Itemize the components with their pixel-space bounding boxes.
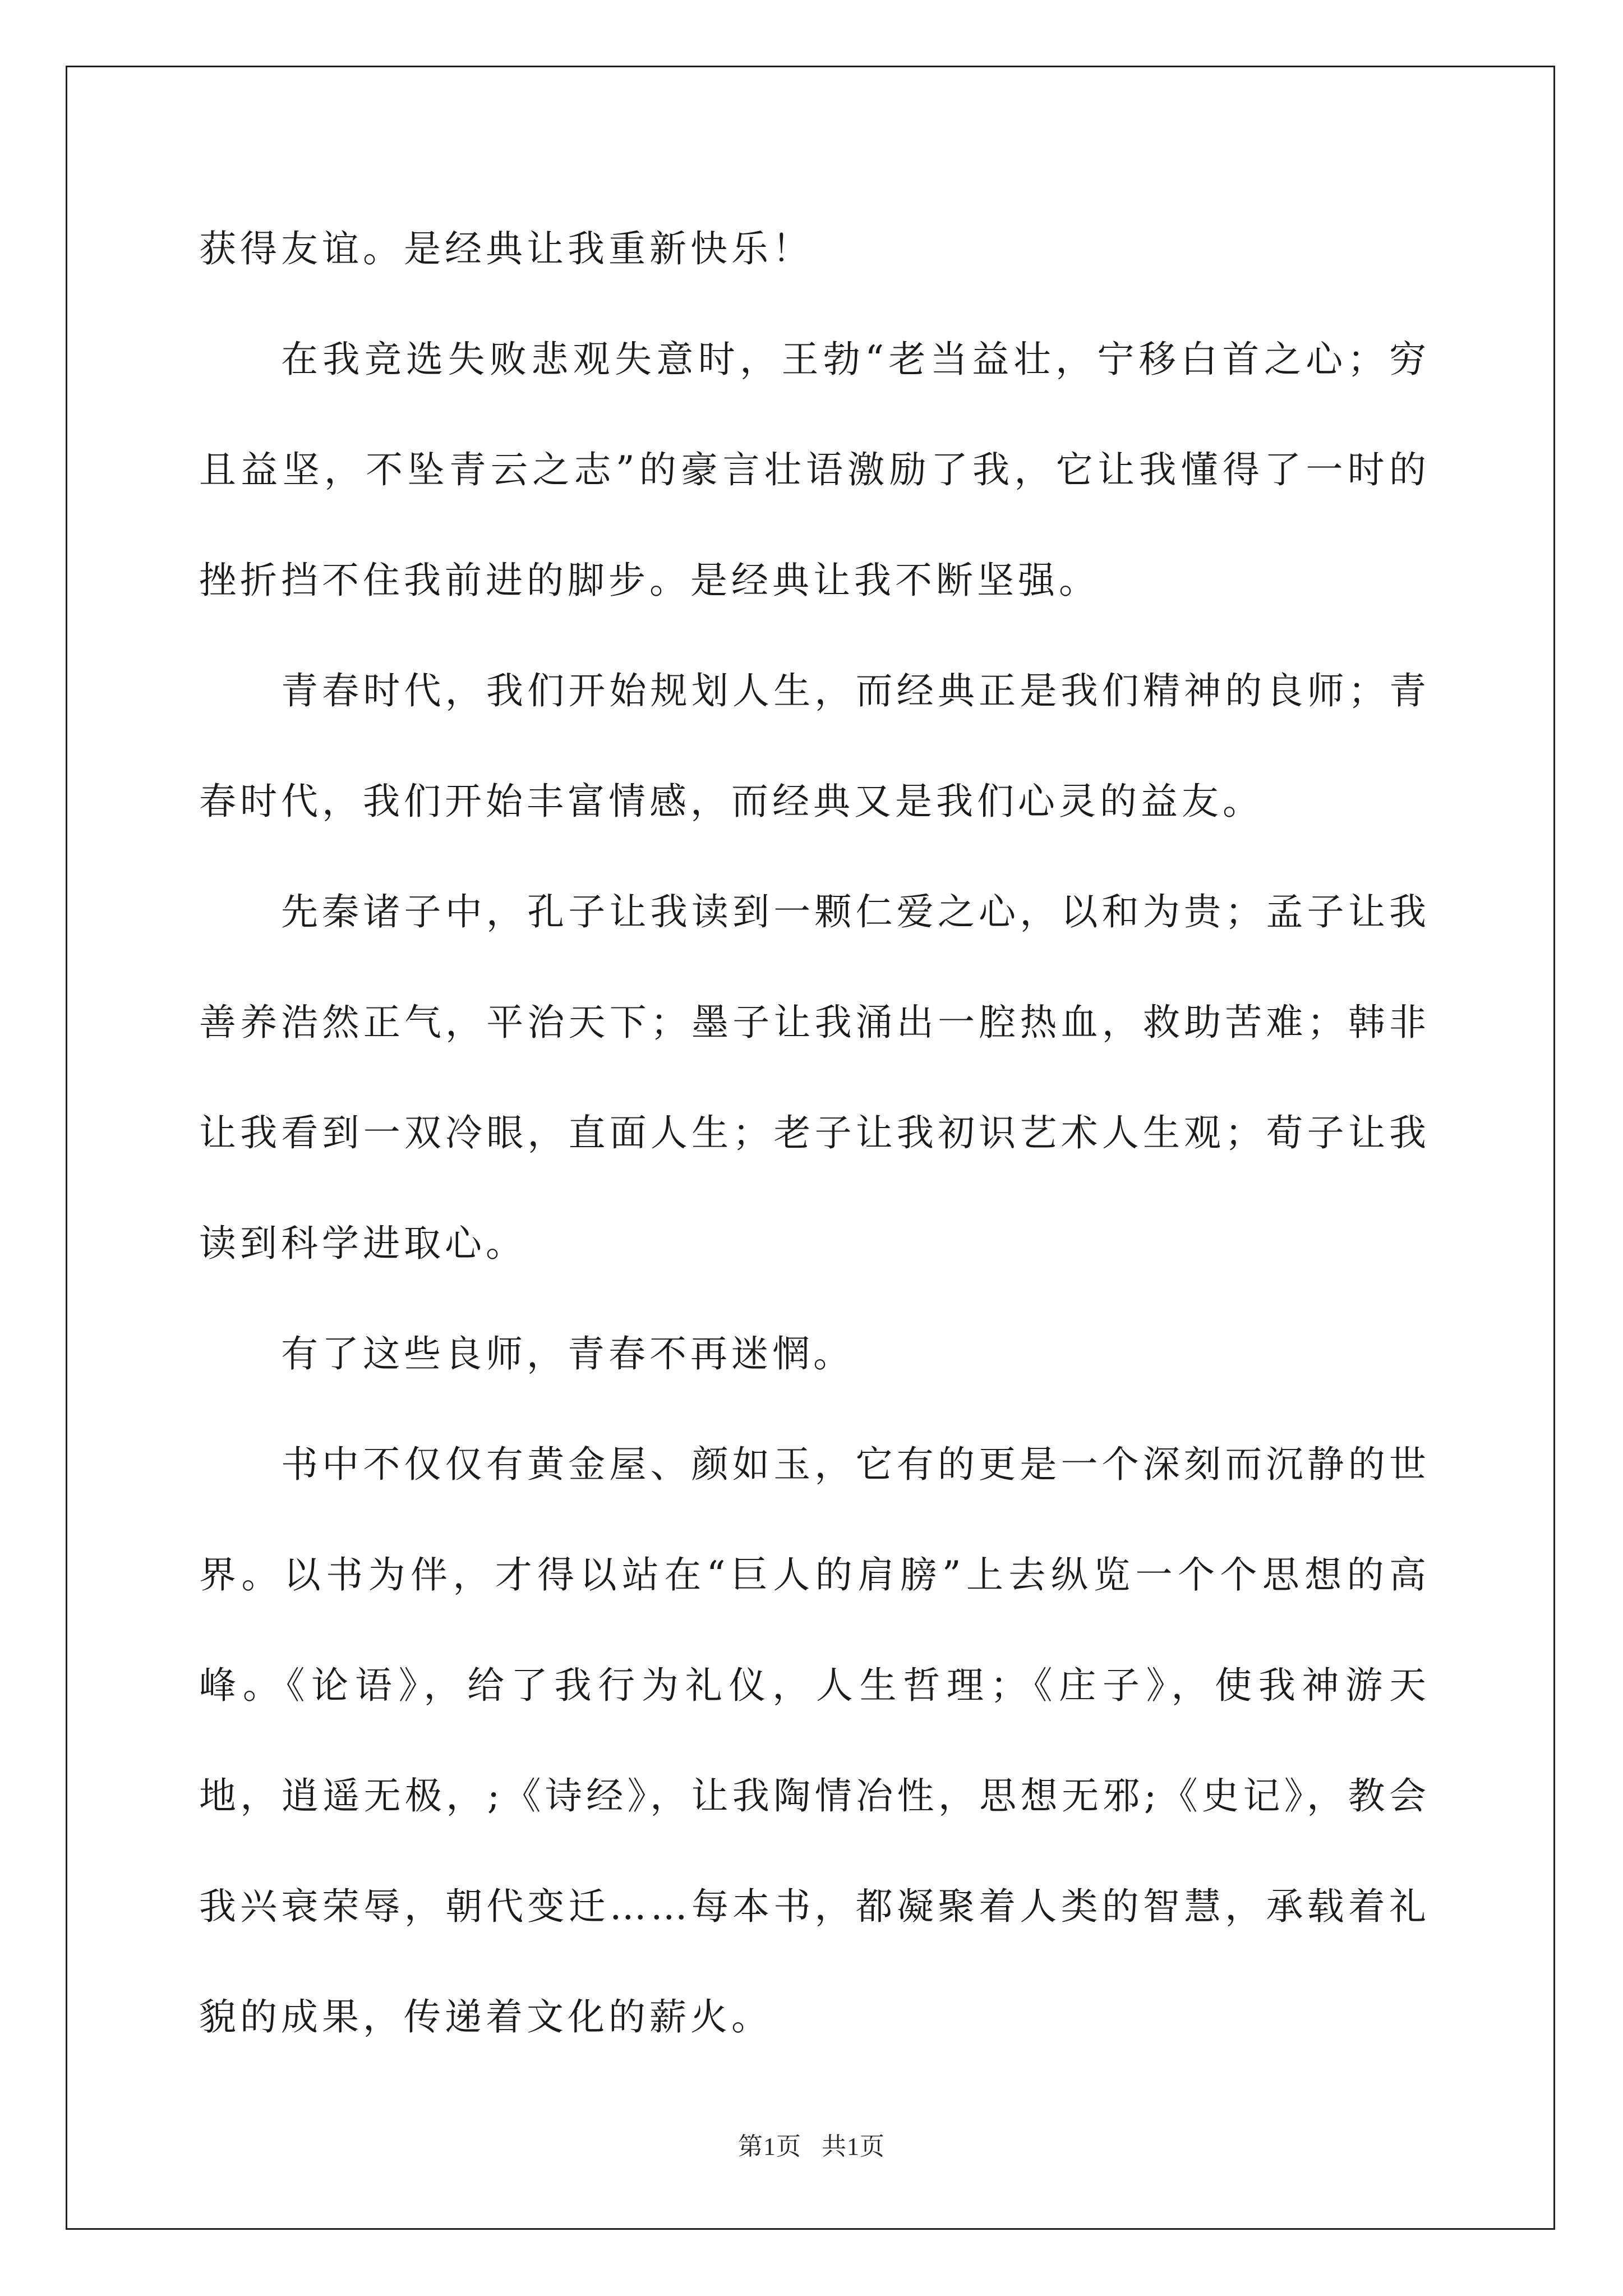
page-footer: 第1页 共1页 [738, 2133, 885, 2160]
paragraph-6: 书中不仅仅有黄金屋、颜如玉，它有的更是一个深刻而沉静的世界。以书为伴，才得以站在“巨人的肩膀”上去纵览一个个思想的高峰。《论语》，给了我行为礼仪，人生哲理；《庄子》，使我神游天地，逍遥无极，;《诗经》，让我陶情冶性，思想无邪;《史记》，教会我兴衰荣辱，朝代变迁……每本书，都凝聚着人类的智慧，承载着礼貌的成果，传递着文化的薪火。 [199, 1443, 1430, 2039]
document-body [199, 194, 1430, 2072]
paragraph-2: 在我竞选失败悲观失意时，王勃“老当益壮，宁移白首之心；穷且益坚，不坠青云之志”的豪言壮语激励了我，它让我懂得了一时的挫折挡不住我前进的脚步。是经典让我不断坚强。 [199, 338, 1430, 602]
paragraph-3: 青春时代，我们开始规划人生，而经典正是我们精神的良师；青春时代，我们开始丰富情感，而经典又是我们心灵的益友。 [199, 669, 1430, 823]
paragraph-4: 先秦诸子中，孔子让我读到一颗仁爱之心，以和为贵；孟子让我善养浩然正气，平治天下；墨子让我涌出一腔热血，救助苦难；韩非让我看到一双冷眼，直面人生；老子让我初识艺术人生观；荀子让我读到科学进取心。 [199, 890, 1430, 1265]
paragraph-5: 有了这些良师，青春不再迷惘。 [281, 1332, 854, 1375]
paragraph-1: 获得友谊。是经典让我重新快乐！ [199, 227, 813, 270]
